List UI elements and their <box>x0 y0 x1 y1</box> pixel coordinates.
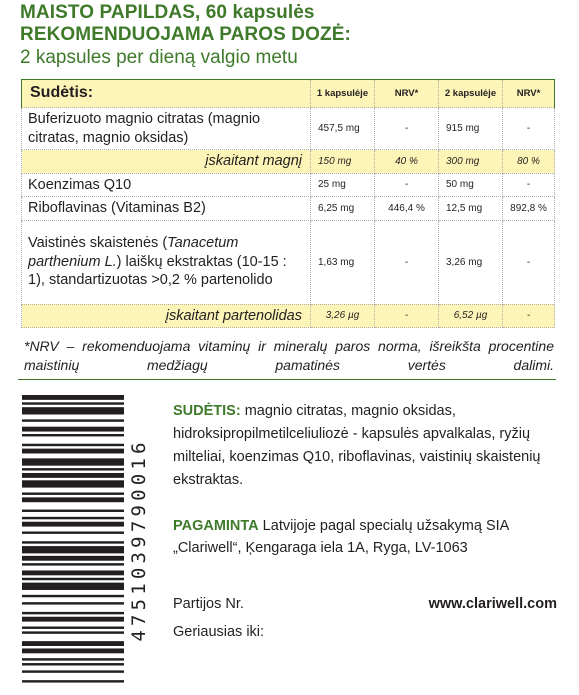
barcode-bar <box>22 510 124 512</box>
barcode-bar <box>22 670 124 672</box>
barcode-bar <box>22 492 124 494</box>
table-row <box>22 173 555 197</box>
row-name-part: ) laiškų ekstraktas (10-15 : 1), standartizuotas >0,2 % partenolido <box>28 253 287 289</box>
barcode-bar <box>22 648 124 653</box>
barcode-bar <box>22 680 124 682</box>
barcode-bar <box>22 531 124 533</box>
table-row <box>22 197 555 221</box>
row-nrv-2: 80 % <box>503 150 555 174</box>
row-name: Buferizuoto magnio citratas (magnio citratas, magnio oksidas) <box>22 108 311 150</box>
table-header-nrv-1: NRV* <box>375 80 439 108</box>
ingredients <box>173 400 568 492</box>
divider <box>18 379 556 380</box>
barcode-bar <box>22 468 124 470</box>
row-nrv-1: - <box>375 173 439 197</box>
dose-title: REKOMENDUOJAMA PAROS DOZĖ: <box>20 24 351 45</box>
row-value-2: 3,26 mg <box>439 220 503 304</box>
table-row-sub <box>22 304 555 328</box>
barcode-bar <box>22 641 124 646</box>
website-link[interactable]: www.clariwell.com <box>428 596 557 612</box>
product-type-title: MAISTO PAPILDAS, 60 kapsulės <box>20 2 315 23</box>
barcode-bar <box>22 458 124 465</box>
barcode-bar <box>22 546 124 553</box>
row-value-1: 25 mg <box>311 173 375 197</box>
row-name-part: Vaistinės skaistenės ( <box>28 235 168 252</box>
composition-table <box>21 79 555 328</box>
row-name-latin: Tanacetum parthenium L. <box>28 235 239 270</box>
manufacturer <box>173 515 568 559</box>
barcode-bar <box>22 444 124 446</box>
barcode-bar <box>22 556 124 561</box>
row-value-1: 457,5 mg <box>311 108 375 150</box>
row-nrv-2: - <box>503 108 555 150</box>
table-header-per-two-capsules: 2 kapsulėje <box>439 80 503 108</box>
row-value-2: 915 mg <box>439 108 503 150</box>
barcode-bar <box>22 473 124 478</box>
barcode-bar <box>22 663 124 665</box>
row-nrv-1: 40 % <box>375 150 439 174</box>
manufacturer-text: Latvijoje pagal specialų užsakymą SIA „Clariwell“, Ķengaraga iela 1A, Ryga, LV-1063 <box>173 518 509 556</box>
barcode-number <box>127 395 151 685</box>
barcode-bar <box>22 570 124 575</box>
row-value-2: 12,5 mg <box>439 197 503 221</box>
lot-number-label: Partijos Nr. <box>173 596 244 612</box>
barcode-bar <box>22 480 124 487</box>
row-value-2: 300 mg <box>439 150 503 174</box>
best-before-label: Geriausias iki: <box>173 624 265 640</box>
table-row <box>22 108 555 150</box>
barcode-icon <box>22 395 124 685</box>
barcode-bar <box>22 434 124 436</box>
row-value-1: 3,26 µg <box>311 304 375 328</box>
row-value-1: 6,25 mg <box>311 197 375 221</box>
table-header-composition: Sudėtis: <box>22 80 311 108</box>
barcode-bar <box>22 578 124 580</box>
barcode-bar <box>22 563 124 565</box>
barcode-bar <box>22 627 124 629</box>
barcode-bar <box>22 595 124 597</box>
table-header-per-capsule: 1 kapsulėje <box>311 80 375 108</box>
row-name: įskaitant magnį <box>22 150 311 174</box>
barcode-bar <box>22 402 124 404</box>
barcode-bar <box>22 631 124 633</box>
ingredients-label: SUDĖTIS: <box>173 403 241 419</box>
row-nrv-1: 446,4 % <box>375 197 439 221</box>
barcode-bar <box>22 541 124 543</box>
row-nrv-1: - <box>375 304 439 328</box>
row-nrv-1: - <box>375 108 439 150</box>
table-header-nrv-2: NRV* <box>503 80 555 108</box>
table-row-sub <box>22 150 555 174</box>
row-value-1: 150 mg <box>311 150 375 174</box>
row-nrv-2: - <box>503 173 555 197</box>
table-row <box>22 220 555 304</box>
ingredients-text: magnio citratas, magnio oksidas, hidroksipropilmetilceliuliozė - kapsulės apvalkalas, ryžių milteliai, koenzimas Q10, riboflavinas, vaistinių skaistenių ekstraktas. <box>173 403 541 488</box>
barcode-bar <box>22 617 124 622</box>
row-nrv-2: - <box>503 220 555 304</box>
barcode-bar <box>22 449 124 454</box>
manufacturer-label: PAGAMINTA <box>173 518 259 534</box>
row-nrv-1: - <box>375 220 439 304</box>
table-header-row <box>22 80 555 108</box>
barcode-bar <box>22 522 124 527</box>
row-name: Koenzimas Q10 <box>22 173 311 197</box>
row-value-2: 6,52 µg <box>439 304 503 328</box>
barcode-bar <box>22 407 124 414</box>
barcode-bar <box>22 612 124 614</box>
row-value-2: 50 mg <box>439 173 503 197</box>
row-name <box>22 220 311 304</box>
product-header <box>20 2 570 69</box>
barcode-bar <box>22 602 124 604</box>
nrv-footnote: *NRV – rekomenduojama vitaminų ir mineralų paros norma, išreikšta procentine maistinių medžiagų pamatinės vertės dalimi. <box>24 338 554 373</box>
row-nrv-2: 892,8 % <box>503 197 555 221</box>
dose-instructions: 2 kapsules per dieną valgio metu <box>20 47 298 68</box>
barcode-bar <box>22 583 124 590</box>
barcode-bar <box>22 658 124 660</box>
row-name: įskaitant partenolidas <box>22 304 311 328</box>
row-name: Riboflavinas (Vitaminas B2) <box>22 197 311 221</box>
barcode-bar <box>22 427 124 432</box>
row-nrv-2: - <box>503 304 555 328</box>
barcode-bar <box>22 497 124 502</box>
barcode-bar <box>22 395 124 400</box>
barcode-bar <box>22 517 124 519</box>
row-value-1: 1,63 mg <box>311 220 375 304</box>
barcode-number-text: 4751039790016 <box>128 438 150 642</box>
barcode-bar <box>22 419 124 421</box>
